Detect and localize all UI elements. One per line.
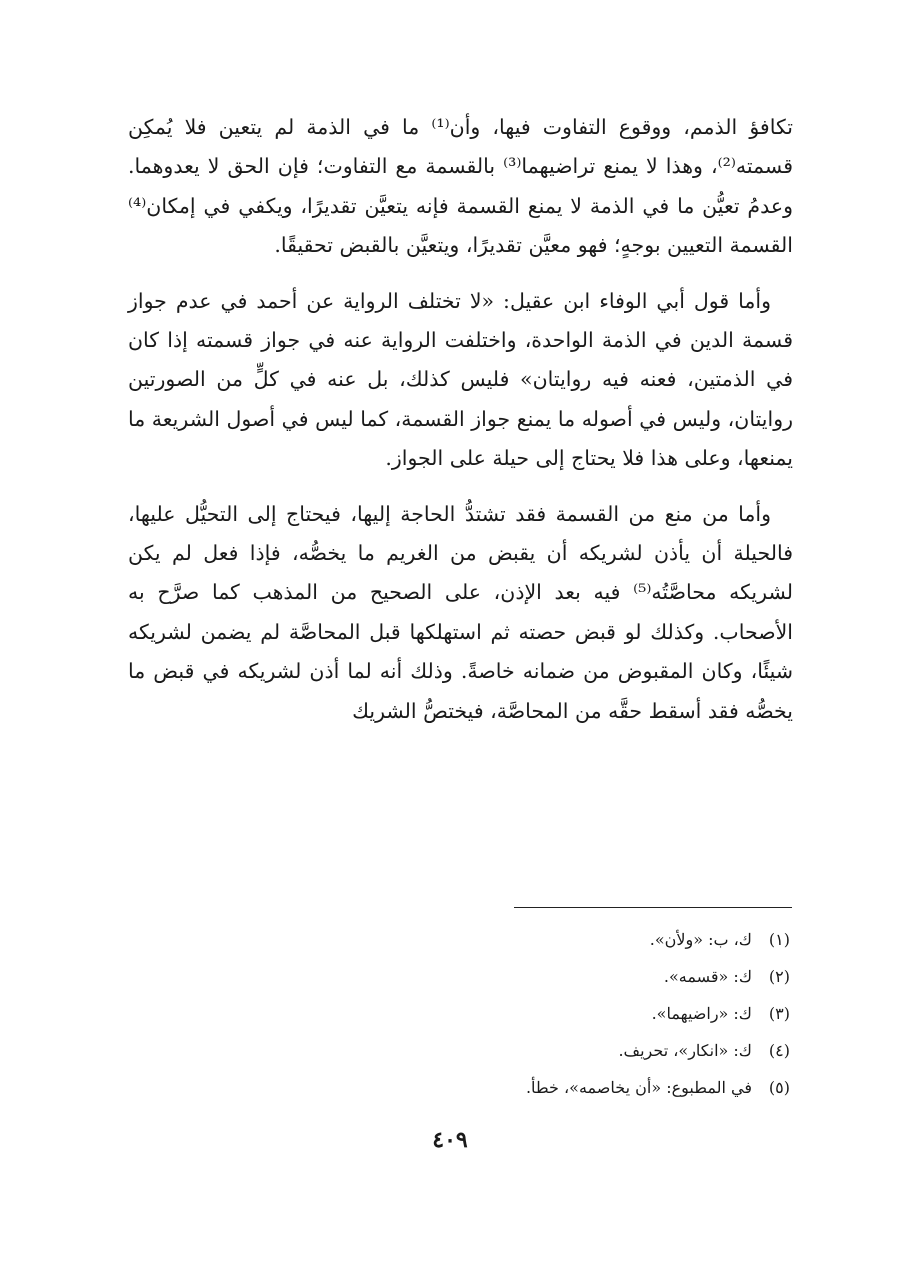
footnote-number: (٣) (768, 1004, 790, 1023)
footnote-4 (400, 1032, 790, 1069)
footnote-text: ك: «راضيهما». (651, 1004, 752, 1023)
footnote-text: في المطبوع: «أن يخاصمه»، خطأ. (525, 1078, 752, 1097)
footnote-text: ك: «انكار»، تحريف. (618, 1041, 752, 1060)
paragraph-3: وأما من منع من القسمة فقد تشتدُّ الحاجة إليها، فيحتاج إلى التحيُّل عليها، فالحيلة أن يأذن لشريكه أن يقبض من الغريم ما يخصُّه، فإذا فعل لم يكن لشريكه محاصَّتُه⁽⁵⁾ فيه بعد الإذن، على الصحيح من المذهب كما صرَّح به الأصحاب. وكذلك لو قبض حصته ثم استهلكها قبل المحاصَّة لم يضمن لشريكه شيئًا، وكان المقبوض من ضمانه خاصةً. وذلك أنه لما أذن لشريكه في قبض ما يخصُّه فقد أسقط حقَّه من المحاصَّة، فيختصُّ الشريك (128, 501, 793, 723)
footnote-text: ك، ب: «ولأن». (649, 930, 752, 949)
footnote-5 (400, 1069, 790, 1106)
footnotes (400, 921, 790, 1106)
footnote-number: (٤) (768, 1041, 790, 1060)
main-text (128, 108, 793, 731)
paragraph-2: وأما قول أبي الوفاء ابن عقيل: «لا تختلف الرواية عن أحمد في عدم جواز قسمة الدين في الذمة الواحدة، واختلفت الرواية عنه في جواز قسمته إذا كان في الذمتين، فعنه فيه روايتان» فليس كذلك، بل عنه في كلٍّ من الصورتين روايتان، وليس في أصوله ما يمنع جواز القسمة، كما ليس في أصول الشريعة ما يمنعها، وعلى هذا فلا يحتاج إلى حيلة على الجواز. (128, 288, 793, 471)
footnote-number: (١) (768, 930, 790, 949)
footnote-3 (400, 995, 790, 1032)
footnote-number: (٥) (768, 1078, 790, 1097)
footnote-1 (400, 921, 790, 958)
footnote-number: (٢) (768, 967, 790, 986)
page-number: ٤٠٩ (432, 1127, 468, 1153)
footnote-separator (514, 907, 792, 908)
footnote-2 (400, 958, 790, 995)
paragraph-1: تكافؤ الذمم، ووقوع التفاوت فيها، وأن⁽¹⁾ ما في الذمة لم يتعين فلا يُمكِن قسمته⁽²⁾، وهذا لا يمنع تراضيهما⁽³⁾ بالقسمة مع التفاوت؛ فإن الحق لا يعدوهما. وعدمُ تعيُّن ما في الذمة لا يمنع القسمة فإنه يتعيَّن تقديرًا، ويكفي في إمكان⁽⁴⁾ القسمة التعيين بوجهٍ؛ فهو معيَّن تقديرًا، ويتعيَّن بالقبض تحقيقًا. (128, 115, 793, 258)
footnote-text: ك: «قسمه». (663, 967, 752, 986)
